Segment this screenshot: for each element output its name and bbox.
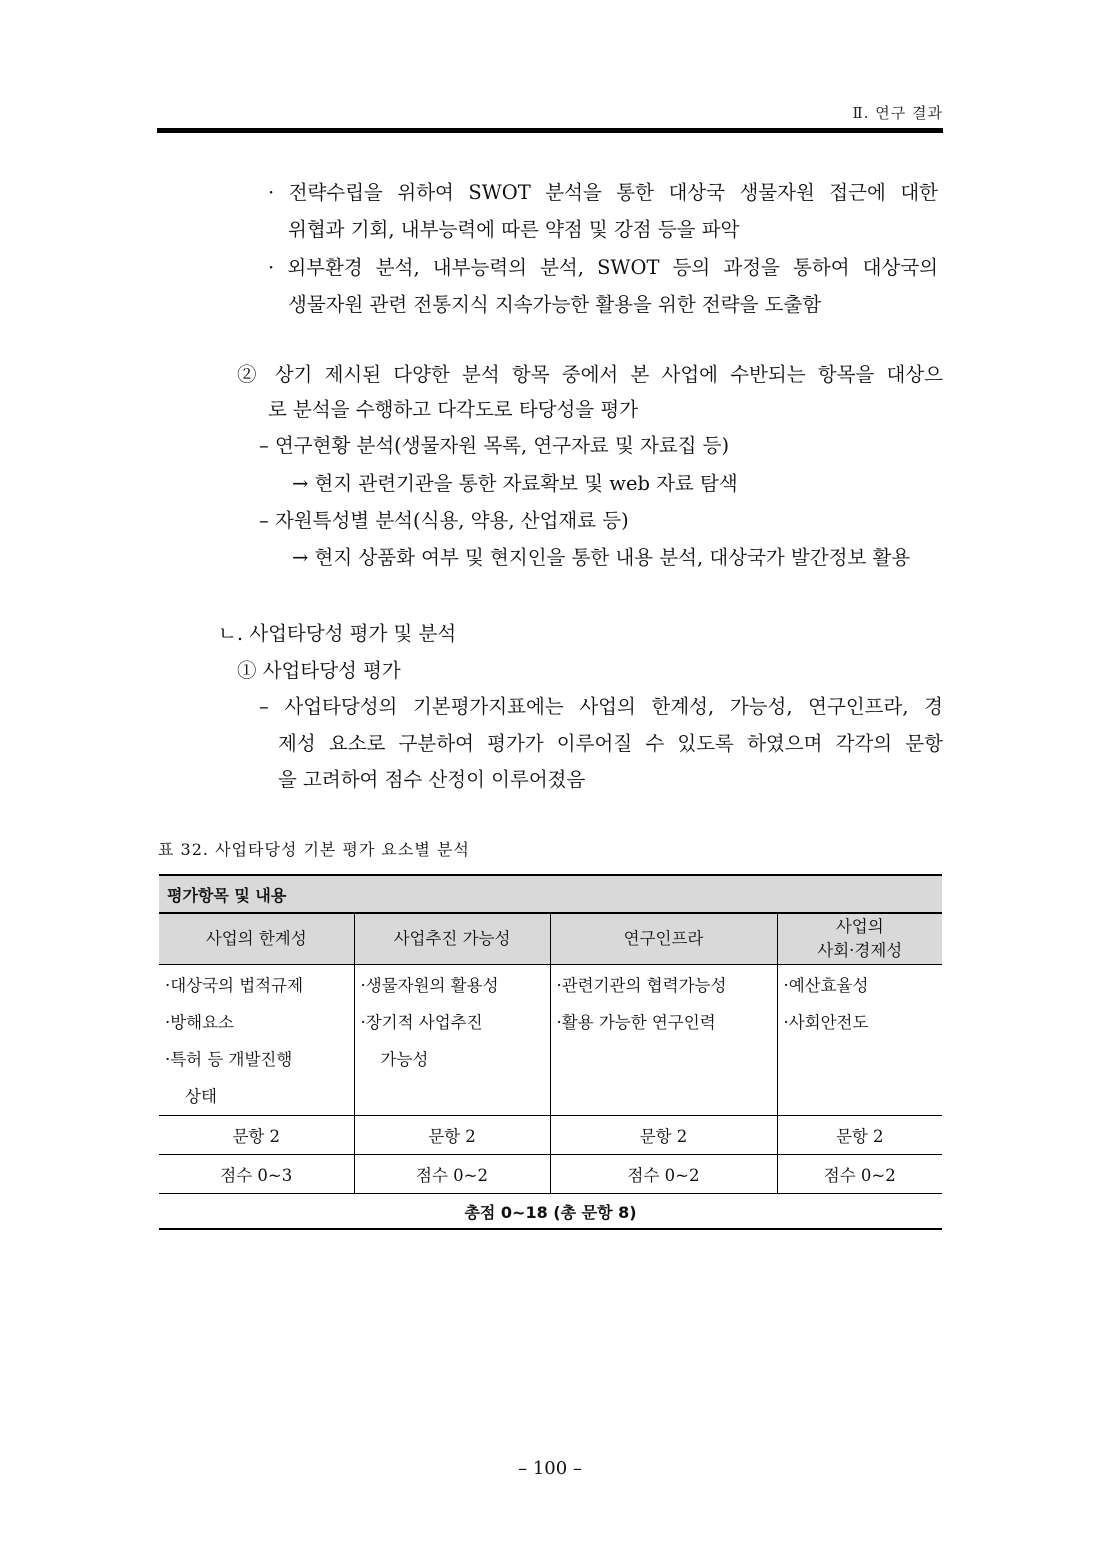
column-header-infrastructure: 연구인프라: [550, 913, 777, 965]
sub-heading: ① 사업타당성 평가: [237, 659, 401, 682]
page-number: – 100 –: [518, 1458, 582, 1479]
limits-count: 문항 2: [159, 1116, 354, 1155]
socioeconomic-score: 점수 0~2: [777, 1155, 942, 1194]
column-header-limits: 사업의 한계성: [159, 913, 354, 965]
list-item: ·예산효율성: [783, 976, 869, 995]
bullet-2-line-1: · 외부환경 분석, 내부능력의 분석, SWOT 등의 과정을 통하여 대상국의: [268, 256, 938, 279]
list-item: ·사회안전도: [783, 1013, 869, 1032]
table-row-items: [159, 965, 942, 1116]
limits-items: [159, 965, 354, 1116]
paragraph-line-1: – 사업타당성의 기본평가지표에는 사업의 한계성, 가능성, 연구인프라, 경: [259, 695, 943, 718]
running-header: Ⅱ. 연구 결과: [852, 104, 943, 122]
table-title-row: [159, 875, 942, 913]
table-header-row: [159, 913, 942, 965]
limits-score: 점수 0~3: [159, 1155, 354, 1194]
bullet-1-line-2: 위협과 기회, 내부능력에 따른 약점 및 강점 등을 파악: [288, 218, 740, 241]
table-row-total: [159, 1194, 942, 1230]
table-title: 평가항목 및 내용: [159, 875, 942, 913]
research-status-detail: → 현지 관련기관을 통한 자료확보 및 web 자료 탐색: [292, 472, 738, 495]
list-item: ·생물자원의 활용성: [360, 976, 499, 995]
research-status-item: – 연구현황 분석(생물자원 목록, 연구자료 및 자료집 등): [259, 434, 730, 457]
list-item: ·대상국의 법적규제: [165, 976, 304, 995]
list-item-continuation: 가능성: [380, 1050, 429, 1069]
infrastructure-score: 점수 0~2: [550, 1155, 777, 1194]
infrastructure-count: 문항 2: [550, 1116, 777, 1155]
table-row-item-count: [159, 1116, 942, 1155]
resource-analysis-item: – 자원특성별 분석(식용, 약용, 산업재료 등): [259, 509, 629, 532]
list-item: ·관련기관의 협력가능성: [556, 976, 727, 995]
item-2-line-2: 로 분석을 수행하고 다각도로 타당성을 평가: [268, 398, 639, 421]
list-item: ·활용 가능한 연구인력: [556, 1013, 716, 1032]
paragraph-line-3: 을 고려하여 점수 산정이 이루어졌음: [278, 768, 586, 791]
section-heading: ㄴ. 사업타당성 평가 및 분석: [218, 622, 457, 645]
list-item: ·특허 등 개발진행: [165, 1050, 293, 1069]
infrastructure-items: [550, 965, 777, 1116]
resource-analysis-detail: → 현지 상품화 여부 및 현지인을 통한 내용 분석, 대상국가 발간정보 활용: [292, 546, 911, 569]
feasibility-count: 문항 2: [354, 1116, 550, 1155]
header-rule: [157, 128, 943, 133]
column-header-socioeconomic: 사업의 사회·경제성: [777, 913, 942, 965]
evaluation-table: [159, 874, 942, 1230]
table-caption: 표 32. 사업타당성 기본 평가 요소별 분석: [158, 840, 470, 859]
socioeconomic-items: [777, 965, 942, 1116]
list-item: ·장기적 사업추진: [360, 1013, 483, 1032]
bullet-2-line-2: 생물자원 관련 전통지식 지속가능한 활용을 위한 전략을 도출함: [288, 293, 822, 316]
feasibility-score: 점수 0~2: [354, 1155, 550, 1194]
socioeconomic-count: 문항 2: [777, 1116, 942, 1155]
list-item-continuation: 상태: [185, 1087, 217, 1106]
table-row-score: [159, 1155, 942, 1194]
bullet-1-line-1: · 전략수립을 위하여 SWOT 분석을 통한 대상국 생물자원 접근에 대한: [268, 181, 938, 204]
list-item: ·방해요소: [165, 1013, 235, 1032]
item-2-line-1: ② 상기 제시된 다양한 분석 항목 중에서 본 사업에 수반되는 항목을 대상으: [237, 363, 943, 386]
feasibility-items: [354, 965, 550, 1116]
paragraph-line-2: 제성 요소로 구분하여 평가가 이루어질 수 있도록 하였으며 각각의 문항: [278, 732, 943, 755]
total-score: 총점 0~18 (총 문항 8): [159, 1194, 942, 1230]
column-header-feasibility: 사업추진 가능성: [354, 913, 550, 965]
